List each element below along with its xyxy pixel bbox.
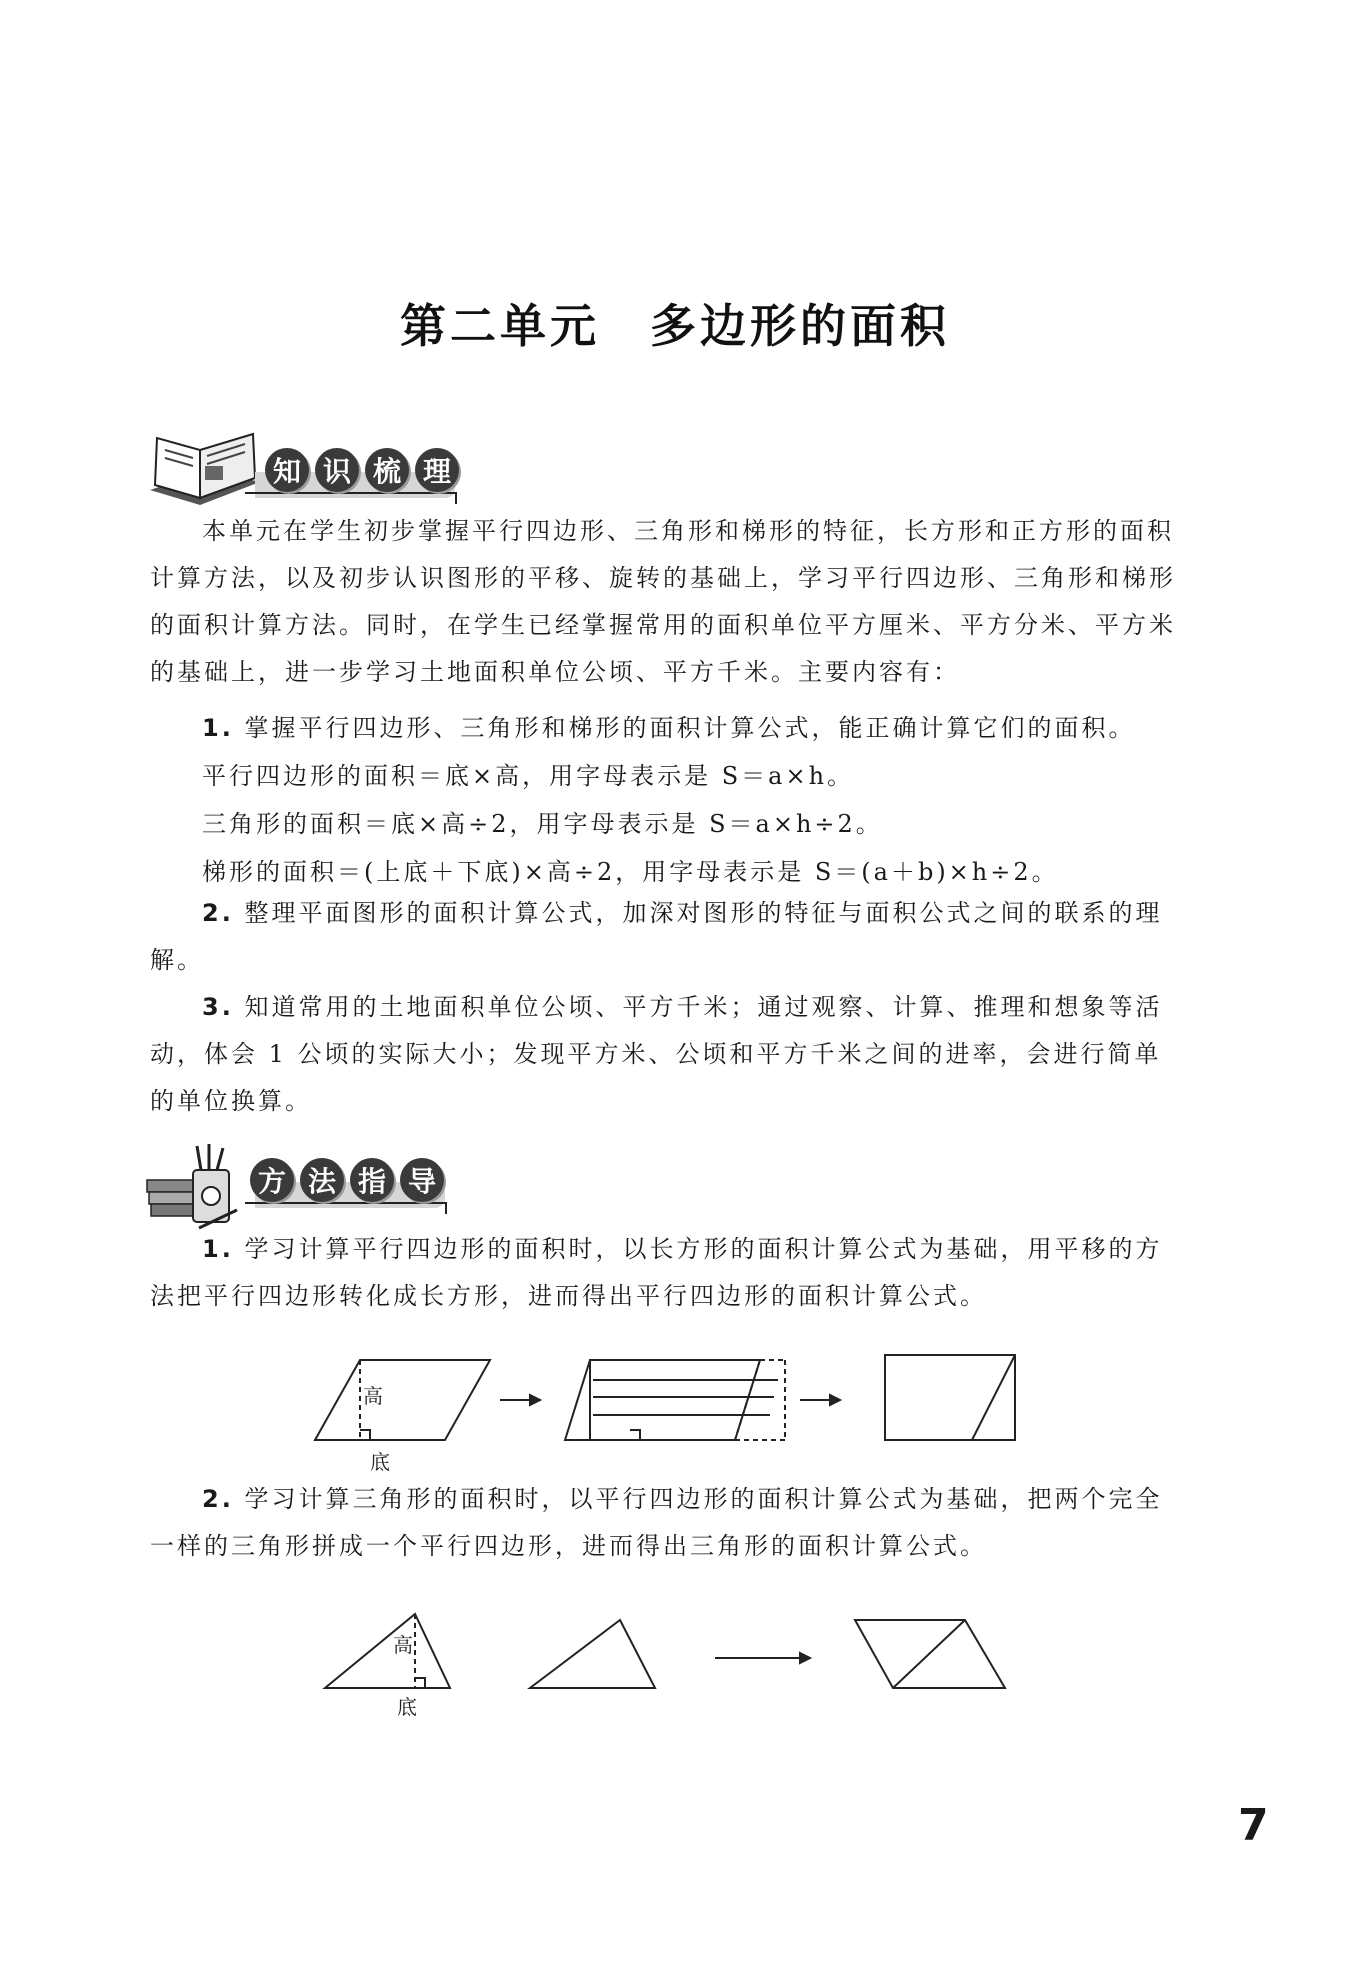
page-number: 7	[1238, 1800, 1269, 1851]
item-number: 2.	[202, 899, 234, 927]
item-number: 3.	[202, 993, 234, 1021]
formula-trapezoid: 梯形的面积＝(上底＋下底)×高÷2，用字母表示是 S＝(a＋b)×h÷2。	[202, 858, 1059, 886]
pencil-cup-icon	[145, 1140, 255, 1230]
unit-topic: 多边形的面积	[650, 299, 950, 353]
item-text: 掌握平行四边形、三角形和梯形的面积计算公式，能正确计算它们的面积。	[244, 714, 1136, 742]
item-text: 知道常用的土地面积单位公顷、平方千米；通过观察、计算、推理和想象等活动，体会 1 公顷的实际大小；发现平方米、公顷和平方千米之间的进率，会进行简单的单位换算。	[150, 993, 1163, 1115]
badge-char: 理	[415, 448, 459, 492]
formula-parallelogram: 平行四边形的面积＝底×高，用字母表示是 S＝a×h。	[202, 762, 855, 790]
unit-label: 第二单元	[400, 299, 600, 353]
badge-char: 知	[265, 448, 309, 492]
moved-parallelogram	[590, 1360, 760, 1440]
knowledge-item-2	[150, 890, 1180, 984]
method-item-2	[150, 1476, 1180, 1570]
knowledge-item-3	[150, 984, 1180, 1125]
badge-char: 梳	[365, 448, 409, 492]
cut-triangle	[565, 1360, 590, 1440]
figure-triangles-to-parallelogram	[315, 1600, 1075, 1720]
item-text: 整理平面图形的面积计算公式，加深对图形的特征与面积公式之间的联系的理解。	[150, 899, 1163, 974]
triangle-copy	[530, 1620, 655, 1688]
height-label: 高	[393, 1633, 413, 1657]
badge-char: 导	[400, 1158, 444, 1202]
badge-char: 指	[350, 1158, 394, 1202]
item-number: 2.	[202, 1485, 234, 1513]
badge-char: 方	[250, 1158, 294, 1202]
badge-char: 法	[300, 1158, 344, 1202]
figure-parallelogram-to-rectangle	[300, 1345, 1100, 1475]
section-badge-method	[145, 1140, 465, 1230]
intro-paragraph	[150, 508, 1180, 696]
knowledge-item-1	[202, 708, 1182, 743]
triangle-shape	[325, 1614, 450, 1688]
item-text: 学习计算平行四边形的面积时，以长方形的面积计算公式为基础，用平移的方法把平行四边形转化成长方形，进而得出平行四边形的面积计算公式。	[150, 1235, 1163, 1310]
formula-triangle: 三角形的面积＝底×高÷2，用字母表示是 S＝a×h÷2。	[202, 810, 883, 838]
item-text: 学习计算三角形的面积时，以平行四边形的面积计算公式为基础，把两个完全一样的三角形拼成一个平行四边形，进而得出三角形的面积计算公式。	[150, 1485, 1163, 1560]
parallelogram-shape	[315, 1360, 490, 1440]
base-label: 底	[397, 1695, 417, 1719]
result-rectangle	[885, 1355, 1015, 1440]
height-label: 高	[363, 1384, 383, 1408]
item-number: 1.	[202, 714, 234, 742]
intro-text: 本单元在学生初步掌握平行四边形、三角形和梯形的特征，长方形和正方形的面积计算方法，以及初步认识图形的平移、旋转的基础上，学习平行四边形、三角形和梯形的面积计算方法。同时，在学生已经掌握常用的面积单位平方厘米、平方分米、平方米的基础上，进一步学习土地面积单位公顷、平方千米。主要内容有：	[150, 517, 1176, 686]
base-label: 底	[370, 1450, 390, 1474]
method-item-1	[150, 1226, 1180, 1320]
section-badge-knowledge	[145, 430, 475, 520]
page-title	[0, 290, 1350, 356]
item-number: 1.	[202, 1235, 234, 1263]
open-book-icon	[145, 430, 265, 520]
badge-char: 识	[315, 448, 359, 492]
